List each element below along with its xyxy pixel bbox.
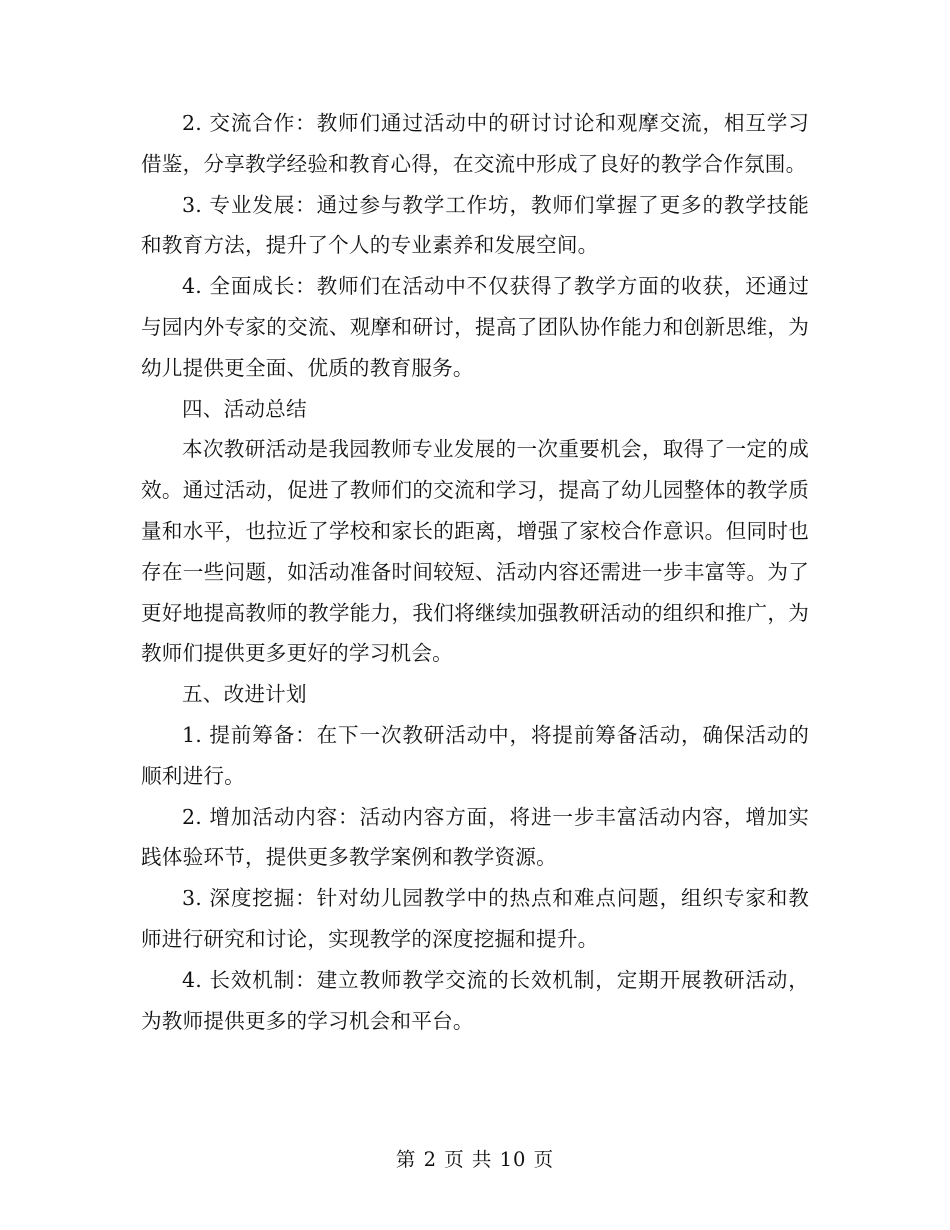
document-body (141, 103, 809, 1041)
paragraph-plan-more-content: 2. 增加活动内容：活动内容方面，将进一步丰富活动内容，增加实践体验环节，提供更多教学案例和教学资源。 (141, 804, 809, 870)
paragraph-exchange-cooperation: 2. 交流合作：教师们通过活动中的研讨讨论和观摩交流，相互学习借鉴，分享教学经验和教育心得，在交流中形成了良好的教学合作氛围。 (141, 111, 809, 176)
paragraph-plan-deep-exploration: 3. 深度挖掘：针对幼儿园教学中的热点和难点问题，组织专家和教师进行研究和讨论，实现教学的深度挖掘和提升。 (141, 886, 809, 951)
section-heading-improvement-plan: 五、改进计划 (182, 682, 307, 707)
paragraph-overall-growth: 4. 全面成长：教师们在活动中不仅获得了教学方面的收获，还通过与园内外专家的交流、观摩和研讨，提高了团队协作能力和创新思维，为幼儿提供更全面、优质的教育服务。 (141, 274, 809, 380)
paragraph-professional-development: 3. 专业发展：通过参与教学工作坊，教师们掌握了更多的教学技能和教育方法，提升了个人的专业素养和发展空间。 (141, 192, 809, 258)
section-heading-summary: 四、活动总结 (182, 396, 307, 421)
page-number-footer: 第 2 页 共 10 页 (395, 1148, 555, 1171)
paragraph-plan-long-term-mechanism: 4. 长效机制：建立教师教学交流的长效机制，定期开展教研活动，为教师提供更多的学习机会和平台。 (141, 967, 809, 1033)
paragraph-plan-early-preparation: 1. 提前筹备：在下一次教研活动中，将提前筹备活动，确保活动的顺利进行。 (141, 722, 809, 788)
paragraph-summary: 本次教研活动是我园教师专业发展的一次重要机会，取得了一定的成效。通过活动，促进了教师们的交流和学习，提高了幼儿园整体的教学质量和水平，也拉近了学校和家长的距离，增强了家校合作意识。但同时也存在一些问题，如活动准备时间较短、活动内容还需进一步丰富等。为了更好地提高教师的教学能力，我们将继续加强教研活动的组织和推广，为教师们提供更多更好的学习机会。 (141, 437, 809, 666)
